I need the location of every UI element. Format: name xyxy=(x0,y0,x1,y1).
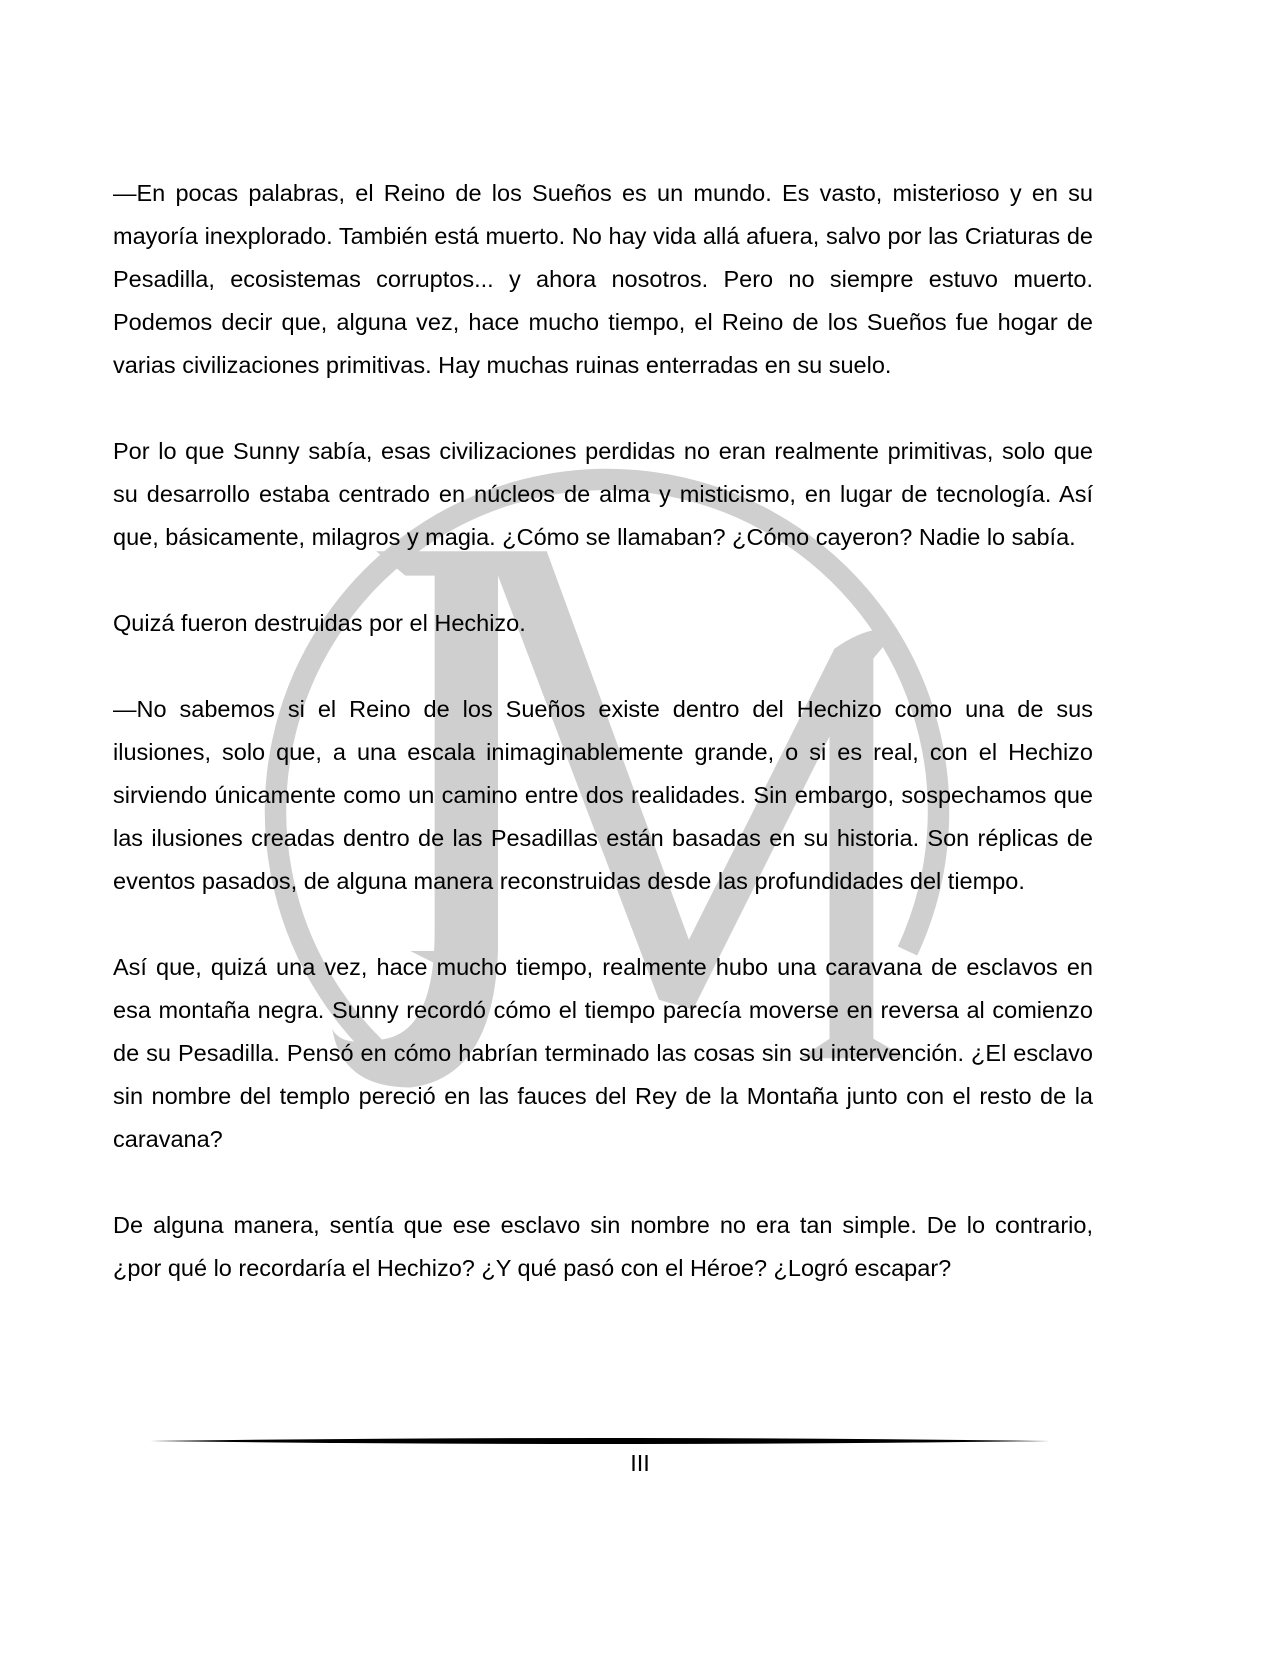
page-body xyxy=(113,172,1093,1290)
paragraph-6: De alguna manera, sentía que ese esclavo sin nombre no era tan simple. De lo contrario, ¿por qué lo recordaría el Hechizo? ¿Y qué pasó con el Héroe? ¿Logró escapar? xyxy=(113,1212,1093,1281)
paragraph-5: Así que, quizá una vez, hace mucho tiempo, realmente hubo una caravana de esclavos en esa montaña negra. Sunny recordó cómo el tiempo parecía moverse en reversa al comienzo de su Pesadilla. Pensó en cómo habrían terminado las cosas sin su intervención. ¿El esclavo sin nombre del templo pereció en las fauces del Rey de la Montaña junto con el resto de la caravana? xyxy=(113,954,1093,1152)
paragraph-1: —En pocas palabras, el Reino de los Sueños es un mundo. Es vasto, misterioso y en su mayoría inexplorado. También está muerto. No hay vida allá afuera, salvo por las Criaturas de Pesadilla, ecosistemas corruptos... y ahora nosotros. Pero no siempre estuvo muerto. Podemos decir que, alguna vez, hace mucho tiempo, el Reino de los Sueños fue hogar de varias civilizaciones primitivas. Hay muchas ruinas enterradas en su suelo. xyxy=(113,180,1093,378)
footer-divider xyxy=(150,1436,1050,1446)
paragraph-4: —No sabemos si el Reino de los Sueños existe dentro del Hechizo como una de sus ilusiones, solo que, a una escala inimaginablemente grande, o si es real, con el Hechizo sirviendo únicamente como un camino entre dos realidades. Sin embargo, sospechamos que las ilusiones creadas dentro de las Pesadillas están basadas en su historia. Son réplicas de eventos pasados, de alguna manera reconstruidas desde las profundidades del tiempo. xyxy=(113,696,1093,894)
paragraph-2: Por lo que Sunny sabía, esas civilizaciones perdidas no eran realmente primitivas, solo que su desarrollo estaba centrado en núcleos de alma y misticismo, en lugar de tecnología. Así que, básicamente, milagros y magia. ¿Cómo se llamaban? ¿Cómo cayeron? Nadie lo sabía. xyxy=(113,438,1093,550)
page-number: III xyxy=(630,1450,650,1476)
paragraph-3: Quizá fueron destruidas por el Hechizo. xyxy=(113,610,526,636)
